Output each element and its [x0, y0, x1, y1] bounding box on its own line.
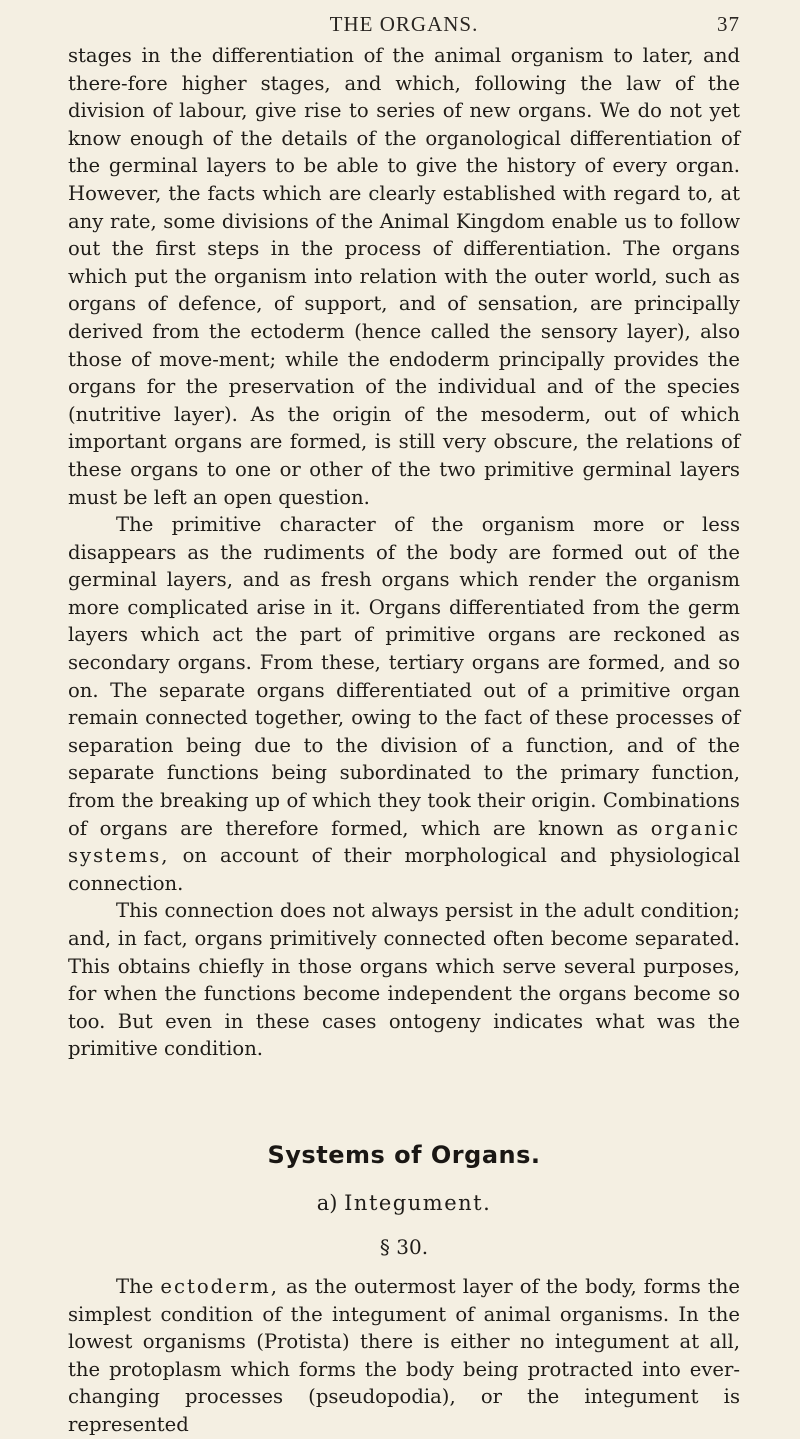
paragraph-connection: This connection does not always persist in the adult condition; and, in fact, organs primitively connected often become separated. This obtains chiefly in those organs which serve several purposes, for when the functions become independent the organs become so too. But even in these cases ontogeny indicates what was the primitive condition.	[68, 899, 740, 1061]
body-text-integument	[68, 1273, 740, 1439]
running-title: THE ORGANS.	[329, 12, 479, 36]
subsection-heading	[68, 1191, 740, 1215]
paragraph-integument	[68, 1273, 740, 1439]
paragraph-text: as the outermost layer of the body, forms the simplest condition of the integument of animal organisms. In the lowest organisms (Protista) there is either no integument at all, the protoplasm which forms the body being protracted into ever-changing processes (pseudopodia), or the integument is represented	[68, 1274, 740, 1436]
running-head	[68, 0, 740, 42]
section-heading: Systems of Organs.	[267, 1140, 541, 1169]
paragraph-text: The	[116, 1274, 154, 1298]
subsection-label: a)	[316, 1190, 338, 1215]
paragraph-text: on account of their morphological and physiological connection.	[68, 844, 740, 895]
emphasized-term: ectoderm,	[160, 1274, 279, 1298]
section-number: § 30.	[379, 1234, 429, 1259]
paragraph-continuation: stages in the differentiation of the animal organism to later, and there-fore higher stages, and which, following the law of the division of labour, give rise to series of new organs. We do not yet know enough of the details of the organological differentiation of the germinal layers to be able to give the history of every organ. However, the facts which are clearly established with regard to, at any rate, some divisions of the Animal Kingdom enable us to follow out the first steps in the process of differentiation. The organs which put the organism into relation with the outer world, such as organs of defence, of support, and of sensation, are principally derived from the ectoderm (hence called the sensory layer), also those of move-ment; while the endoderm principally provides the organs for the preservation of the individual and of the species (nutritive layer). As the origin of the mesoderm, out of which important organs are formed, is still very obscure, the relations of these organs to one or other of the two primitive germinal layers must be left an open question.	[68, 44, 740, 509]
subsection-title: Integument.	[344, 1190, 492, 1215]
emphasized-term: organic systems,	[68, 816, 741, 868]
page-number: 37	[717, 12, 740, 36]
body-text	[68, 42, 740, 1063]
paragraph-organic-systems	[68, 511, 740, 897]
paragraph-text: The primitive character of the organism more or less disappears as the rudiments of the body are formed out of the germinal layers, and as fresh organs which render the organism more complicated arise in it. Organs differentiated from the germ layers which act the part of primitive organs are reckoned as secondary organs. From these, tertiary organs are formed, and so on. The separate organs differentiated out of a primitive organ remain connected together, owing to the fact of these processes of separation being due to the division of a function, and of the separate functions being subordinated to the primary function, from the breaking up of which they took their origin. Combinations of organs are therefore formed, which are known as	[68, 513, 740, 840]
